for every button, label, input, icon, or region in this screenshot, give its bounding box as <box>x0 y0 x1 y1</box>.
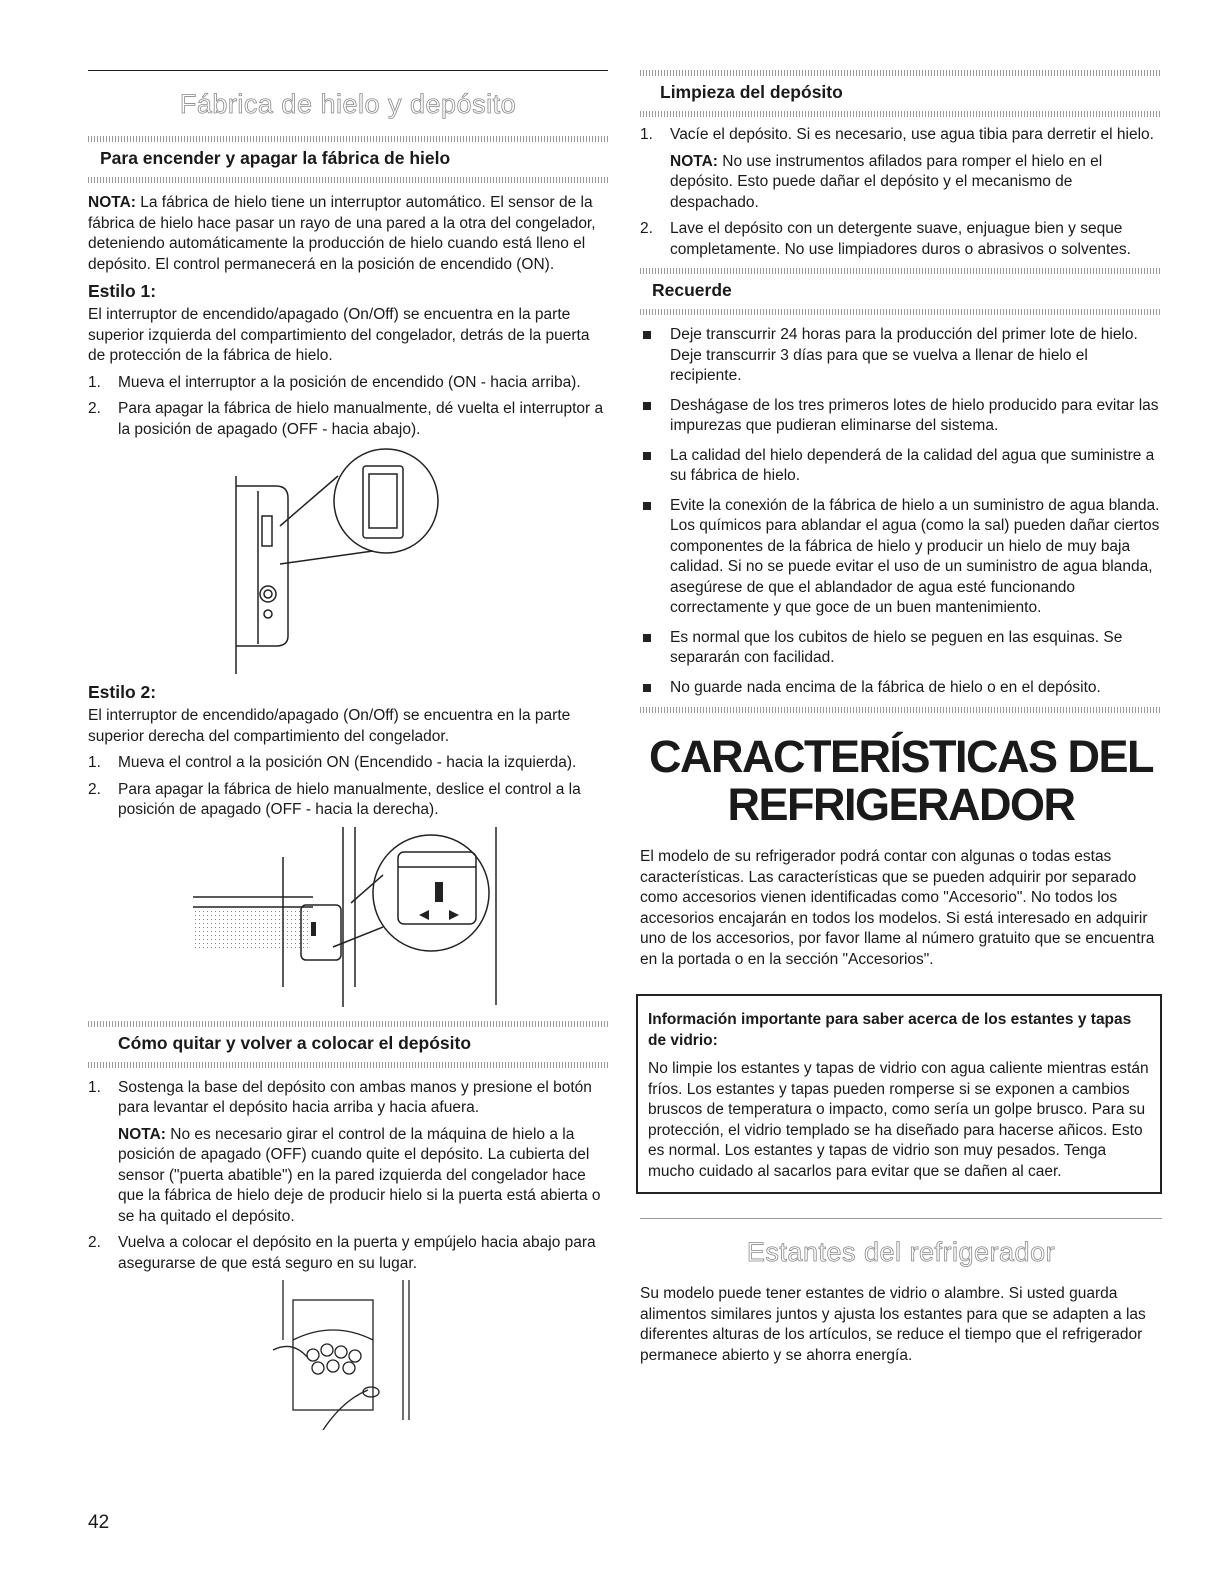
ice-maker-switch-figure-style1 <box>218 446 478 676</box>
note-text: No es necesario girar el control de la máquina de hielo a la posición de apagado (OFF) cuando quite el depósito. La cubierta del sensor ("puerta abatible") en la pared izquierda del congelador hace que la fábrica de hielo deje de producir hielo si la puerta está abierta o se ha quitado el depósito. <box>118 1125 601 1225</box>
divider <box>640 1218 1162 1219</box>
features-intro: El modelo de su refrigerador podrá contar con algunas o todas estas características. Las características que se pueden adquirir por separado como accesorios vienen identificadas como "Accesorio". No todos los accesorios encajarán en todos los modelos. Si está interesado en adquirir uno de los accesorios, por favor llame al número gratuito que se encuentra en la portada o en la sección "Accesorios". <box>640 848 1155 968</box>
list-item: 1. Mueva el interruptor a la posición de encendido (ON - hacia arriba). <box>88 373 581 391</box>
heading-remove-bin: Cómo quitar y volver a colocar el depósito <box>118 1032 472 1053</box>
hatch-rule <box>640 111 1162 117</box>
heading-remember: Recuerde <box>652 280 732 300</box>
list-item: 1. Vacíe el depósito. Si es necesario, use agua tibia para derretir el hielo. NOTA: No use instrumentos afilados para romper el hielo en el depósito. Esto puede dañar el depósito y el mecanismo de despachado. <box>640 125 1162 213</box>
list-item: Evite la conexión de la fábrica de hielo a un suministro de agua blanda. Los químicos para ablandar el agua (como la sal) pueden dañar ciertos componentes de la fábrica de hielo y producir un hielo de muy baja calidad. Si no se puede evitar el uso de un suministro de agua blanda, asegúrese de que el ablandador de agua esté funcionando correctamente y que goce de un buen mantenimiento. <box>640 496 1162 619</box>
step-text: Sostenga la base del depósito con ambas manos y presione el botón para levantar el depósito hacia arriba y hacia afuera. <box>118 1078 592 1116</box>
list-item: 1. Mueva el control a la posición ON (Encendido - hacia la izquierda). <box>88 754 577 771</box>
features-title-line2: REFRIGERADOR <box>727 779 1075 830</box>
step-text: Para apagar la fábrica de hielo manualmente, dé vuelta el interruptor a la posición de apagado (OFF - hacia abajo). <box>118 400 604 438</box>
step-text: Vuelva a colocar el depósito en la puerta y empújelo hacia abajo para asegurarse de que está seguro en su lugar. <box>118 1234 596 1272</box>
important-info-heading: Información importante para saber acerca de los estantes y tapas de vidrio: <box>648 1011 1132 1049</box>
top-rule <box>88 70 608 71</box>
step-text: Vacíe el depósito. Si es necesario, use agua tibia para derretir el hielo. <box>670 126 1154 143</box>
important-info-box <box>636 994 1162 1194</box>
step-text: Para apagar la fábrica de hielo manualmente, deslice el control a la posición de apagado (OFF - hacia la derecha). <box>118 780 581 818</box>
shelves-text: Su modelo puede tener estantes de vidrio o alambre. Si usted guarda alimentos similares juntos y ajusta los estantes para que se adapten a las diferentes alturas de los artículos, se reduce el tiempo que el refrigerador permanece abierto y se ahorra energía. <box>640 1285 1146 1364</box>
list-item: No guarde nada encima de la fábrica de hielo o en el depósito. <box>640 678 1162 699</box>
list-item: 2. Lave el depósito con un detergente suave, enjuague bien y seque completamente. No use limpiadores duros o abrasivos o solventes. <box>640 220 1131 258</box>
hatch-rule <box>640 707 1162 713</box>
step-text: Mueva el control a la posición ON (Encendido - hacia la izquierda). <box>118 754 577 771</box>
page-number: 42 <box>88 1512 110 1533</box>
left-column <box>88 70 608 1434</box>
section-title-shelves: Estantes del refrigerador <box>746 1237 1056 1267</box>
list-item: 2. Para apagar la fábrica de hielo manualmente, dé vuelta el interruptor a la posición de apagado (OFF - hacia abajo). <box>88 400 604 438</box>
list-item: 2. Vuelva a colocar el depósito en la puerta y empújelo hacia abajo para asegurarse de que está seguro en su lugar. <box>88 1234 596 1272</box>
style2-text: El interruptor de encendido/apagado (On/Off) se encuentra en la parte superior derecha del compartimiento del congelador. <box>88 707 571 745</box>
hatch-rule <box>640 268 1162 274</box>
step-note <box>118 1125 608 1228</box>
hatch-rule <box>88 1062 608 1068</box>
style1-text: El interruptor de encendido/apagado (On/Off) se encuentra en la parte superior izquierda del compartimiento del congelador, detrás de la puerta de protección de la fábrica de hielo. <box>88 306 590 364</box>
step-text: Lave el depósito con un detergente suave, enjuague bien y seque completamente. No use limpiadores duros o abrasivos o solventes. <box>670 220 1131 258</box>
list-item: La calidad del hielo dependerá de la calidad del agua que suministre a su fábrica de hielo. <box>640 446 1162 487</box>
remove-bin-figure <box>263 1280 433 1430</box>
remember-list <box>640 325 1162 698</box>
hatch-rule <box>88 1021 608 1027</box>
important-info-text: No limpie los estantes y tapas de vidrio con agua caliente mientras están fríos. Los estantes y tapas pueden romperse si se exponen a cambios bruscos de temperatura o impacto, como sería un golpe brusco. Para su protección, el vidrio templado se ha diseñado para hacerse añicos. Esto es normal. Los estantes y tapas de vidrio son muy pesados. Tenga mucho cuidado al sacarlos para evitar que se dañen al caer. <box>648 1060 1149 1180</box>
hatch-rule <box>88 177 608 183</box>
section-title-ice-maker: Fábrica de hielo y depósito <box>179 89 517 119</box>
note-label: NOTA: <box>88 194 136 211</box>
list-item: Deje transcurrir 24 horas para la producción del primer lote de hielo. Deje transcurrir 3 días para que se vuelva a llenar de hielo el recipiente. <box>640 325 1162 387</box>
step-text: Mueva el interruptor a la posición de encendido (ON - hacia arriba). <box>118 373 581 391</box>
right-column <box>640 70 1162 1372</box>
features-title-line1: CARACTERÍSTICAS DEL <box>648 731 1153 782</box>
note-label: NOTA: <box>118 1125 166 1143</box>
style1-steps <box>88 373 608 441</box>
step-note <box>670 152 1162 214</box>
list-item: 2. Para apagar la fábrica de hielo manualmente, deslice el control a la posición de apagado (OFF - hacia la derecha). <box>88 780 581 818</box>
hatch-rule <box>88 136 608 142</box>
list-item: Es normal que los cubitos de hielo se peguen en las esquinas. Se separarán con facilidad. <box>640 628 1162 669</box>
hatch-rule <box>640 70 1162 76</box>
note-text: No use instrumentos afilados para romper el hielo en el depósito. Esto puede dañar el depósito y el mecanismo de despachado. <box>670 152 1103 211</box>
features-title <box>640 733 1162 829</box>
note-paragraph <box>88 193 608 275</box>
style2-heading: Estilo 2: <box>88 682 157 702</box>
cleaning-steps <box>640 125 1162 260</box>
list-item: 1. Sostenga la base del depósito con ambas manos y presione el botón para levantar el depósito hacia arriba y hacia afuera. NOTA: No es necesario girar el control de la máquina de hielo a la posición de apagado (OFF) cuando quite el depósito. La cubierta del sensor ("puerta abatible") en la pared izquierda del congelador hace que la fábrica de hielo deje de producir hielo si la puerta está abierta o se ha quitado el depósito. <box>88 1078 608 1228</box>
remove-steps <box>88 1078 608 1275</box>
note-label: NOTA: <box>670 152 718 170</box>
style1-heading: Estilo 1: <box>88 281 157 301</box>
style2-steps <box>88 753 608 821</box>
hatch-rule <box>640 309 1162 315</box>
heading-on-off: Para encender y apagar la fábrica de hielo <box>100 148 451 168</box>
ice-maker-switch-figure-style2 <box>183 827 513 1007</box>
note-text: La fábrica de hielo tiene un interruptor automático. El sensor de la fábrica de hielo hace pasar un rayo de una pared a la otra del congelador, deteniendo automáticamente la producción de hielo cuando está lleno el depósito. El control permanecerá en la posición de encendido (ON). <box>88 194 596 273</box>
list-item: Deshágase de los tres primeros lotes de hielo producido para evitar las impurezas que pudieran eliminarse del sistema. <box>640 396 1162 437</box>
heading-cleaning: Limpieza del depósito <box>660 82 843 102</box>
